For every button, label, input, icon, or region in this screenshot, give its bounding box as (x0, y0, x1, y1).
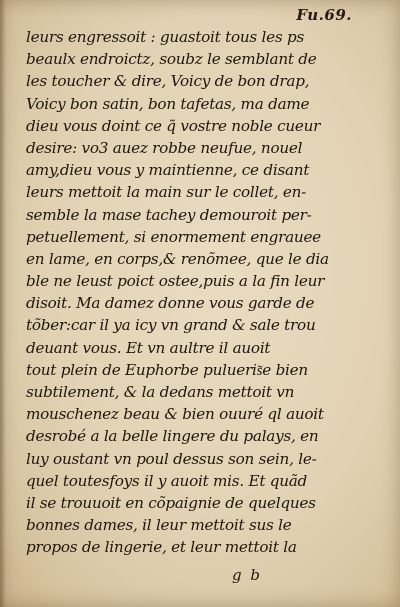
text-line: en lame, en corps,& renõmee, que le dia (26, 249, 329, 268)
text-line: tõber:car il ya icy vn grand & sale trou (26, 316, 316, 335)
folio-number: Fu.69. (296, 6, 352, 24)
text-block (26, 26, 368, 559)
text-line: les toucher & dire, Voicy de bon drap, (26, 72, 310, 91)
text-line: il se trouuoit en cõpaignie de quelques (26, 493, 316, 512)
text-line: disoit. Ma damez donne vous garde de (26, 294, 315, 313)
text-line: bonnes dames, il leur mettoit sus le (26, 516, 292, 535)
text-line: dieu vous doint ce q̃ vostre noble cueur (26, 116, 321, 135)
text-line: semble la mase tachey demouroit per- (26, 205, 312, 224)
text-line: ble ne leust poict ostee,puis a la fin leur (26, 272, 325, 291)
text-line: luy oustant vn poul dessus son sein, le- (26, 449, 317, 468)
text-line: desire: vo3 auez robbe neufue, nouel (26, 138, 303, 157)
text-line: subtilement, & la dedans mettoit vn (26, 383, 295, 401)
text-line: beaulx endroictz, soubz le semblant de (26, 50, 317, 69)
text-line: Voicy bon satin, bon tafetas, ma dame (26, 94, 310, 113)
text-line: tout plein de Euphorbe pulueris͂e bien (26, 360, 308, 379)
text-line: deuant vous. Et vn aultre il auoit (26, 338, 271, 357)
signature-mark: g b (232, 566, 262, 584)
page-gutter-shadow (0, 0, 6, 607)
text-line: amy,dieu vous y maintienne, ce disant (26, 161, 310, 180)
text-line: propos de lingerie, et leur mettoit la (26, 538, 297, 557)
text-line: mouschenez beau & bien ouuré ql auoit (26, 405, 324, 424)
text-line: leurs engressoit : guastoit tous les ps (26, 28, 304, 46)
text-line: quel toutesfoys il y auoit mis. Et quãd (26, 471, 308, 490)
text-line: desrobé a la belle lingere du palays, en (26, 427, 319, 446)
text-line: leurs mettoit la main sur le collet, en- (26, 183, 307, 202)
text-line: petuellement, si enormement engrauee (26, 227, 321, 246)
